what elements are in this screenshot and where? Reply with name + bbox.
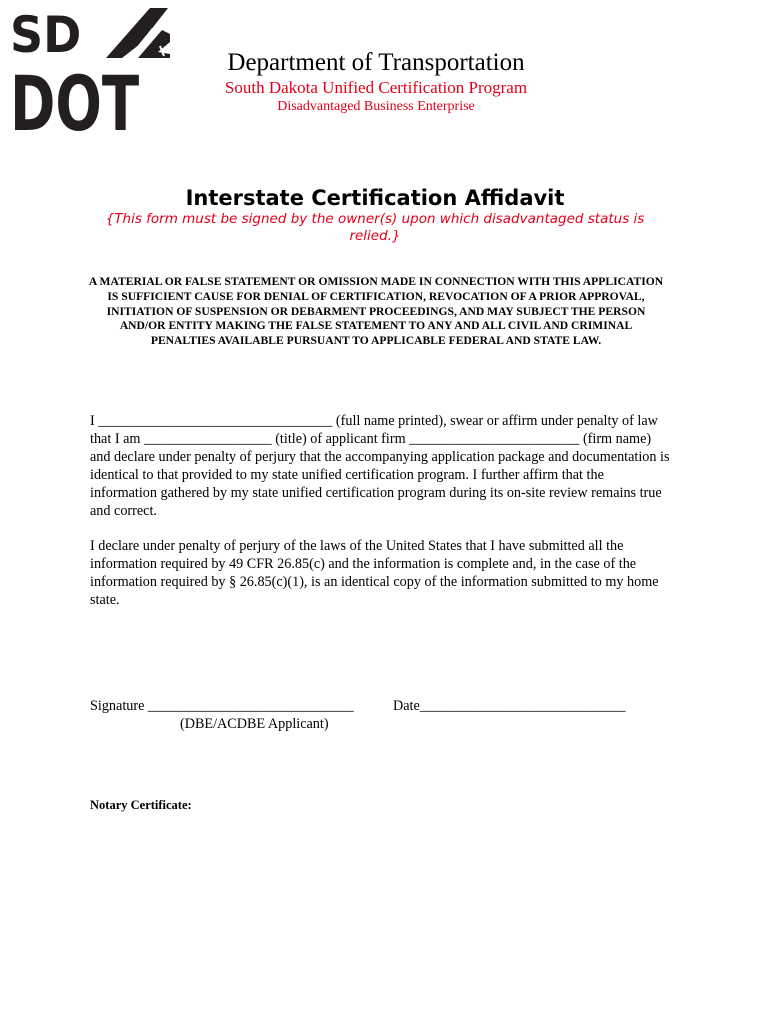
form-title: Interstate Certification Affidavit (185, 186, 565, 210)
perjury-declaration-paragraph: I declare under penalty of perjury of the laws of the United States that I have submitted all the information required by 49 CFR 26.85(c) and the information is complete and, in the case of the information required by § 26.85(c)(1), is an identical copy of the information submitted to my home state. (90, 538, 659, 608)
legal-warning: A MATERIAL OR FALSE STATEMENT OR OMISSION MADE IN CONNECTION WITH THIS APPLICATION IS SUFFICIENT CAUSE FOR DENIAL OF CERTIFICATION, REVOCATION OF A PRIOR APPROVAL, INITIATION OF SUSPENSION OR DEBARMENT PROCEEDINGS, AND MAY SUBJECT THE PERSON AND/OR ENTITY MAKING THE FALSE STATEMENT TO ANY AND ALL CIVIL AND CRIMINAL PENALTIES AVAILABLE PURSUANT TO APPLICABLE FEDERAL AND STATE LAW. (88, 275, 664, 348)
form-note: {This form must be signed by the owner(s) upon which disadvantaged status is relied.} (105, 211, 645, 244)
program-title: South Dakota Unified Certification Program (224, 78, 528, 97)
logo-sd-text: SD (10, 8, 82, 65)
notary-certificate-label: Notary Certificate: (90, 798, 192, 812)
department-title: Department of Transportation (227, 49, 525, 76)
sddot-logo-graphic (10, 8, 170, 132)
highway-road-icon (106, 8, 170, 58)
date-line: Date_____________________________ (393, 698, 626, 714)
signature-line: Signature _____________________________ (90, 698, 354, 714)
program-subtitle: Disadvantaged Business Enterprise (277, 99, 475, 114)
sddot-logo (10, 8, 170, 132)
logo-dot-text: DOT (10, 59, 140, 132)
affirmation-paragraph: I _________________________________ (full name printed), swear or affirm under penalty of law that I am __________________ (title) of applicant firm ________________________ (firm name) and declare under penalty of perjury that the accompanying application package and documentation is identical to that provided to my state unified certification program. I further affirm that the information gathered by my state unified certification program during its on-site review remains true and correct. (90, 413, 670, 519)
signature-caption: (DBE/ACDBE Applicant) (180, 716, 329, 732)
